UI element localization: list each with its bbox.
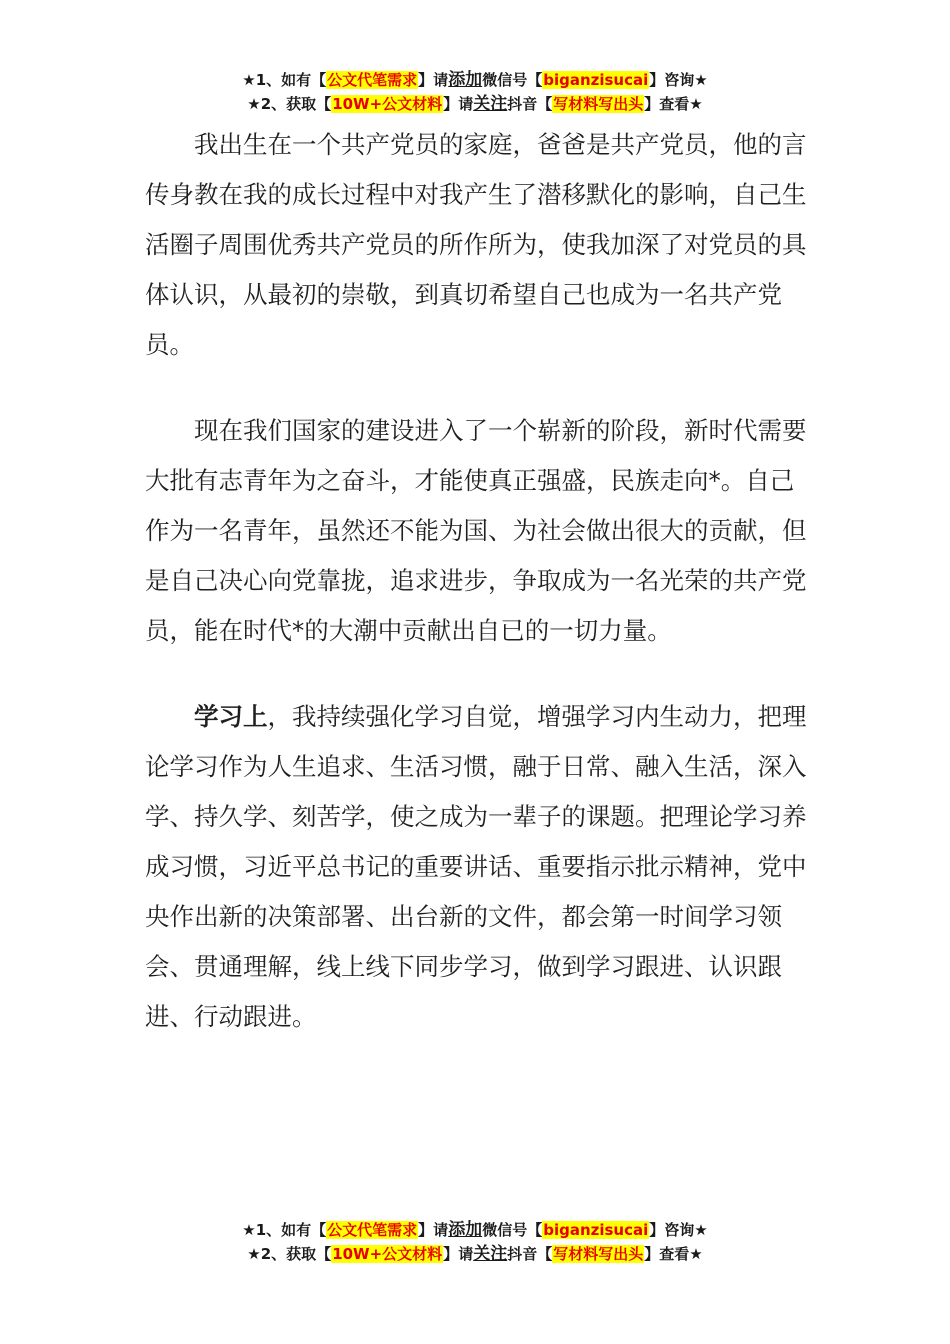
- banner-text: 】请: [418, 71, 449, 89]
- banner-line-2: [0, 1242, 950, 1266]
- paragraph-3: [145, 692, 810, 1042]
- banner-text: 】请: [418, 1221, 449, 1239]
- banner-highlight: 公文代笔需求: [327, 71, 418, 89]
- banner-underline: 关注: [473, 1244, 508, 1264]
- banner-text: 】请: [443, 1245, 474, 1263]
- banner-highlight: 10W+公文材料: [332, 1245, 443, 1263]
- banner-highlight: 写材料写出头: [553, 1245, 644, 1263]
- paragraph-lead: 学习上: [194, 702, 268, 731]
- banner-text: 抖音【: [507, 95, 553, 113]
- banner-text: 】请: [443, 95, 474, 113]
- banner-text: ★2、获取【: [247, 1245, 332, 1263]
- banner-highlight: biganzisucai: [543, 1221, 649, 1239]
- paragraph-1: [145, 120, 810, 370]
- paragraph-text: ，我持续强化学习自觉，增强学习内生动力，把理论学习作为人生追求、生活习惯，融于日常、融入生活，深入学、持久学、刻苦学，使之成为一辈子的课题。把理论学习养成习惯，习近平总书记的重要讲话、重要指示批示精神，党中央作出新的决策部署、出台新的文件，都会第一时间学习领会、贯通理解，线上线下同步学习，做到学习跟进、认识跟进、行动跟进。: [145, 702, 807, 1031]
- paragraph-text: 我出生在一个共产党员的家庭，爸爸是共产党员，他的言传身教在我的成长过程中对我产生了潜移默化的影响，自己生活圈子周围优秀共产党员的所作所为，使我加深了对党员的具体认识，从最初的崇敬，到真切希望自己也成为一名共产党员。: [145, 130, 807, 359]
- banner-underline: 添加: [448, 70, 483, 90]
- banner-text: 】查看★: [644, 1245, 703, 1263]
- banner-text: 微信号【: [482, 71, 543, 89]
- banner-text: 】查看★: [644, 95, 703, 113]
- banner-highlight: biganzisucai: [543, 71, 649, 89]
- banner-text: 微信号【: [482, 1221, 543, 1239]
- paragraph-2: [145, 406, 810, 656]
- banner-underline: 关注: [473, 94, 508, 114]
- banner-text: ★1、如有【: [242, 71, 327, 89]
- banner-line-1: [0, 1218, 950, 1242]
- banner-highlight: 10W+公文材料: [332, 95, 443, 113]
- bottom-banner: [0, 1218, 950, 1266]
- paragraph-text: 现在我们国家的建设进入了一个崭新的阶段，新时代需要大批有志青年为之奋斗，才能使真正强盛，民族走向*。自己作为一名青年，虽然还不能为国、为社会做出很大的贡献，但是自己决心向党靠拢，追求进步，争取成为一名光荣的共产党员，能在时代*的大潮中贡献出自已的一切力量。: [145, 416, 807, 645]
- banner-line-2: [0, 92, 950, 116]
- banner-text: 抖音【: [507, 1245, 553, 1263]
- banner-text: ★2、获取【: [247, 95, 332, 113]
- top-banner: [0, 68, 950, 116]
- banner-text: 】咨询★: [649, 1221, 708, 1239]
- banner-line-1: [0, 68, 950, 92]
- banner-highlight: 公文代笔需求: [327, 1221, 418, 1239]
- document-body: [145, 120, 810, 1042]
- banner-underline: 添加: [448, 1220, 483, 1240]
- banner-text: ★1、如有【: [242, 1221, 327, 1239]
- banner-text: 】咨询★: [649, 71, 708, 89]
- banner-highlight: 写材料写出头: [553, 95, 644, 113]
